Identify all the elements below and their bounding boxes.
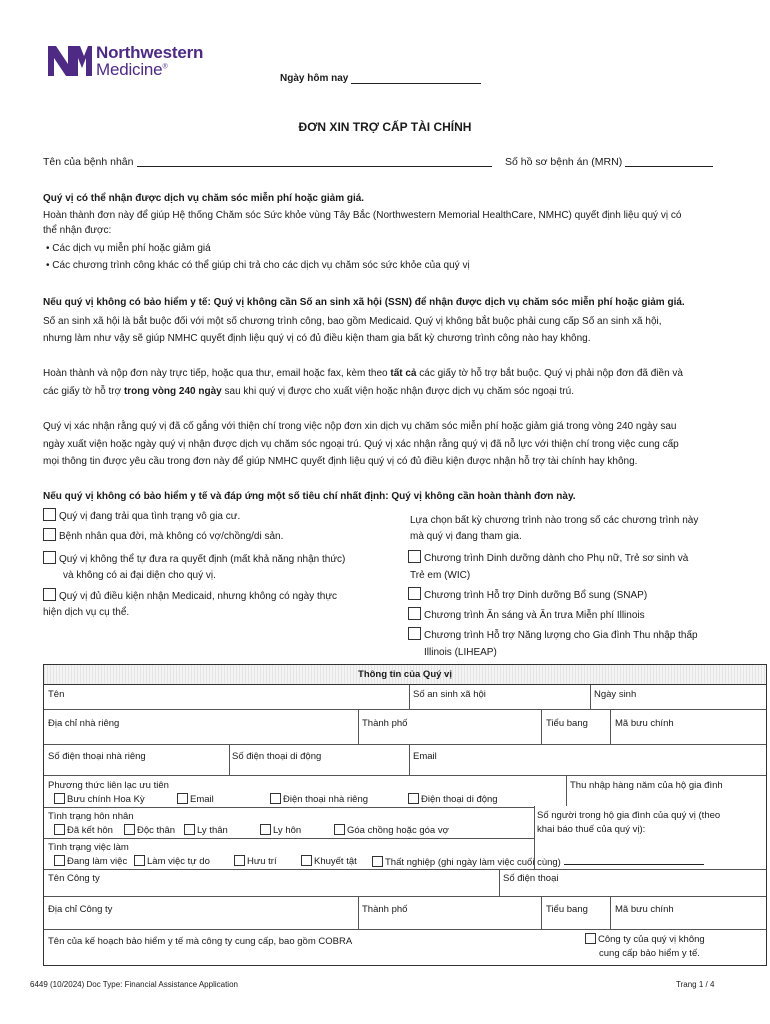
checkbox[interactable] [234, 855, 245, 866]
checkbox[interactable] [43, 588, 56, 601]
checkbox[interactable] [177, 793, 188, 804]
contact-pref-label: Phương thức liên lạc ưu tiên [48, 780, 169, 791]
checkbox[interactable] [408, 607, 421, 620]
state-label[interactable]: Tiểu bang [546, 718, 588, 729]
northwestern-medicine-logo [46, 44, 203, 78]
checkbox[interactable] [54, 793, 65, 804]
employment-unemployed-option[interactable]: Thất nghiệp (ghi ngày làm việc cuối cùng) [372, 855, 704, 869]
contact-home-phone-option[interactable]: Điện thoại nhà riêng [270, 793, 368, 806]
page-number: Trang 1 / 4 [676, 980, 715, 989]
employment-employed-option[interactable]: Đang làm việc [54, 855, 127, 868]
row-divider [44, 838, 534, 839]
criteria-medicaid[interactable]: Quý vị đủ điều kiện nhận Medicaid, nhưng không có ngày thực [43, 588, 337, 605]
checkbox[interactable] [43, 551, 56, 564]
checkbox[interactable] [372, 856, 383, 867]
patient-name-label: Tên của bệnh nhân [43, 156, 134, 168]
program-breakfast-lunch[interactable]: Chương trình Ăn sáng và Ăn trưa Miễn phí Illinois [408, 607, 645, 624]
col-divider [499, 869, 500, 896]
date-label: Ngày hôm nay [280, 73, 349, 84]
submit-line-2: các giấy tờ hỗ trợ trong vòng 240 ngày sau khi quý vị được cho xuất viện hoặc nhận được dịch vụ chăm sóc ngoại trú. [43, 386, 574, 397]
criteria-incapacitated[interactable]: Quý vị không thể tự đưa ra quyết định (mất khả năng nhận thức) [43, 551, 345, 568]
col-divider [229, 744, 230, 775]
no-insurance-cont: cung cấp bảo hiểm y tế. [599, 948, 700, 959]
intro-heading: Quý vị có thể nhận được dịch vụ chăm sóc miễn phí hoặc giảm giá. [43, 193, 365, 204]
checkbox[interactable] [408, 587, 421, 600]
company-label[interactable]: Tên Công ty [48, 873, 100, 884]
household-label-2: khai báo thuế của quý vị): [537, 824, 646, 835]
criteria-deceased[interactable]: Bệnh nhân qua đời, mà không có vợ/chồng/di sản. [43, 528, 283, 545]
checkbox[interactable] [54, 824, 65, 835]
employment-retired-option[interactable]: Hưu trí [234, 855, 277, 868]
intro-bullet-1: • Các dịch vụ miễn phí hoặc giảm giá [46, 243, 211, 254]
confirm-line-3: mọi thông tin được yêu cầu trong đơn này để giúp NMHC quyết định liệu quý vị có đủ điều kiện được nhận hỗ trợ tài chính hay không. [43, 456, 638, 467]
last-work-date-underline[interactable] [564, 855, 704, 865]
date-underline[interactable] [351, 73, 481, 84]
company-state-label[interactable]: Tiểu bang [546, 904, 588, 915]
row-divider [44, 869, 766, 870]
col-divider [566, 775, 567, 806]
checkbox[interactable] [408, 627, 421, 640]
program-snap[interactable]: Chương trình Hỗ trợ Dinh dưỡng Bổ sung (SNAP) [408, 587, 647, 604]
income-label[interactable]: Thu nhập hàng năm của hộ gia đình [570, 780, 723, 791]
marital-single-option[interactable]: Độc thân [124, 824, 175, 837]
checkbox[interactable] [54, 855, 65, 866]
company-address-label[interactable]: Địa chỉ Công ty [48, 904, 113, 915]
logo-name: Northwestern [96, 43, 204, 62]
row-divider [44, 775, 766, 776]
checkbox[interactable] [408, 793, 419, 804]
criteria-medicaid-cont: hiện dịch vụ cụ thể. [43, 607, 130, 618]
contact-mobile-option[interactable]: Điện thoại di động [408, 793, 498, 806]
program-liheap-cont: Illinois (LIHEAP) [424, 647, 497, 658]
nm-logo-icon [46, 44, 92, 78]
home-phone-label[interactable]: Số điện thoại nhà riêng [48, 751, 146, 762]
mrn-label: Số hồ sơ bệnh án (MRN) [505, 156, 623, 168]
row-divider [44, 744, 766, 745]
city-label[interactable]: Thành phố [362, 718, 408, 729]
col-divider [358, 709, 359, 744]
dob-label[interactable]: Ngày sinh [594, 689, 637, 700]
patient-name-field[interactable] [43, 156, 492, 168]
household-label-1[interactable]: Số người trong hộ gia đình của quý vị (theo [537, 810, 721, 821]
criteria-incapacitated-cont: và không có ai đại diện cho quý vị. [63, 570, 216, 581]
program-liheap[interactable]: Chương trình Hỗ trợ Năng lượng cho Gia đình Thu nhập thấp [408, 627, 698, 644]
name-label[interactable]: Tên [48, 689, 65, 700]
marital-label: Tình trạng hôn nhân [48, 811, 134, 822]
employment-label: Tình trạng việc làm [48, 842, 129, 853]
phone-label[interactable]: Số điện thoại [503, 873, 559, 884]
col-divider [610, 896, 611, 929]
program-wic[interactable]: Chương trình Dinh dưỡng dành cho Phụ nữ, Trẻ sơ sinh và [408, 550, 688, 567]
company-zip-label[interactable]: Mã bưu chính [615, 904, 674, 915]
ssn-heading: Nếu quý vị không có bảo hiểm y tế: Quý vị không cần Số an sinh xã hội (SSN) để nhận được dịch vụ chăm sóc miễn phí hoặc giảm giá. [43, 297, 685, 308]
checkbox[interactable] [260, 824, 271, 835]
col-divider [358, 896, 359, 929]
checkbox[interactable] [124, 824, 135, 835]
address-label[interactable]: Địa chỉ nhà riêng [48, 718, 120, 729]
programs-heading-2: mà quý vị đang tham gia. [410, 531, 522, 542]
confirm-line-2: ngày xuất viện hoặc ngày quý vị nhận được dịch vụ chăm sóc ngoại trú. Quý vị xác nhận rằng quý vị đã nỗ lực với thiện chí trong việc cung cấp [43, 439, 679, 450]
program-wic-cont: Trẻ em (WIC) [410, 570, 471, 581]
row-divider [44, 929, 766, 930]
ssn-label[interactable]: Số an sinh xã hội [413, 689, 486, 700]
criteria-homeless[interactable]: Quý vị đang trải qua tình trạng vô gia cư. [43, 508, 240, 525]
row-divider [44, 709, 766, 710]
form-title: ĐƠN XIN TRỢ CẤP TÀI CHÍNH [298, 120, 472, 134]
footer-doc-type: 6449 (10/2024) Doc Type: Financial Assistance Application [30, 980, 238, 989]
date-field[interactable] [280, 73, 481, 84]
employment-self-employed-option[interactable]: Làm việc tự do [134, 855, 210, 868]
mrn-field[interactable] [505, 156, 713, 168]
intro-line-1: Hoàn thành đơn này để giúp Hệ thống Chăm sóc Sức khỏe vùng Tây Bắc (Northwestern Memorial HealthCare, NMHC) quyết định liệu quý vị có [43, 210, 682, 221]
logo-sub: Medicine® [96, 60, 168, 79]
submit-line-1: Hoàn thành và nộp đơn này trực tiếp, hoặc qua thư, email hoặc fax, kèm theo tất cả các giấy tờ hỗ trợ bắt buộc. Quý vị phải nộp đơn đã điền và [43, 368, 683, 379]
email-label[interactable]: Email [413, 751, 437, 762]
row-divider [44, 896, 766, 897]
checkbox[interactable] [408, 550, 421, 563]
col-divider [590, 685, 591, 709]
col-divider [541, 709, 542, 744]
col-divider [409, 685, 410, 709]
contact-email-option[interactable]: Email [177, 793, 214, 806]
checkbox[interactable] [134, 855, 145, 866]
mrn-underline[interactable] [625, 156, 713, 167]
marital-divorced-option[interactable]: Ly hôn [260, 824, 301, 837]
row-divider [44, 807, 534, 808]
ssn-line-2: nhưng làm như vậy sẽ giúp NMHC quyết định liệu quý vị có đủ điều kiện tham gia bất kỳ chương trình công nào hay không. [43, 333, 591, 344]
mobile-label[interactable]: Số điện thoại di động [232, 751, 322, 762]
marital-married-option[interactable]: Đã kết hôn [54, 824, 113, 837]
insurance-plan-label[interactable]: Tên của kế hoạch bảo hiểm y tế mà công ty cung cấp, bao gồm COBRA [48, 936, 353, 947]
checkbox[interactable] [585, 933, 596, 944]
company-city-label[interactable]: Thành phố [362, 904, 408, 915]
confirm-line-1: Quý vị xác nhận rằng quý vị đã cố gắng với thiện chí trong việc nộp đơn xin dịch vụ chăm sóc miễn phí hoặc giảm giá trong vòng 240 ngày sau [43, 421, 677, 432]
checkbox[interactable] [334, 824, 345, 835]
checkbox[interactable] [43, 528, 56, 541]
checkbox[interactable] [301, 855, 312, 866]
contact-mail-option[interactable]: Bưu chính Hoa Kỳ [54, 793, 145, 806]
patient-name-underline[interactable] [137, 156, 492, 167]
intro-line-2: thể nhận được: [43, 225, 112, 236]
criteria-heading: Nếu quý vị không có bảo hiểm y tế và đáp ứng một số tiêu chí nhất định: Quý vị không cần hoàn thành đơn này. [43, 491, 576, 502]
checkbox[interactable] [270, 793, 281, 804]
table-title: Thông tin của Quý vị [44, 665, 766, 685]
col-divider [610, 709, 611, 744]
employment-disabled-option[interactable]: Khuyết tật [301, 855, 357, 868]
no-insurance-option[interactable]: Công ty của quý vị không [585, 933, 705, 946]
marital-widowed-option[interactable]: Góa chồng hoặc góa vợ [334, 824, 449, 837]
col-divider [541, 896, 542, 929]
intro-bullet-2: • Các chương trình công khác có thể giúp chi trả cho các dịch vụ chăm sóc sức khỏe của quý vị [46, 260, 470, 271]
your-information-table [43, 664, 767, 966]
checkbox[interactable] [184, 824, 195, 835]
programs-heading-1: Lựa chọn bất kỳ chương trình nào trong số các chương trình này [410, 515, 699, 526]
zip-label[interactable]: Mã bưu chính [615, 718, 674, 729]
marital-separated-option[interactable]: Ly thân [184, 824, 228, 837]
checkbox[interactable] [43, 508, 56, 521]
ssn-line-1: Số an sinh xã hội là bắt buộc đối với một số chương trình công, bao gồm Medicaid. Quý vị không bắt buộc phải cung cấp Số an sinh xã hội, [43, 316, 662, 327]
col-divider [409, 744, 410, 775]
